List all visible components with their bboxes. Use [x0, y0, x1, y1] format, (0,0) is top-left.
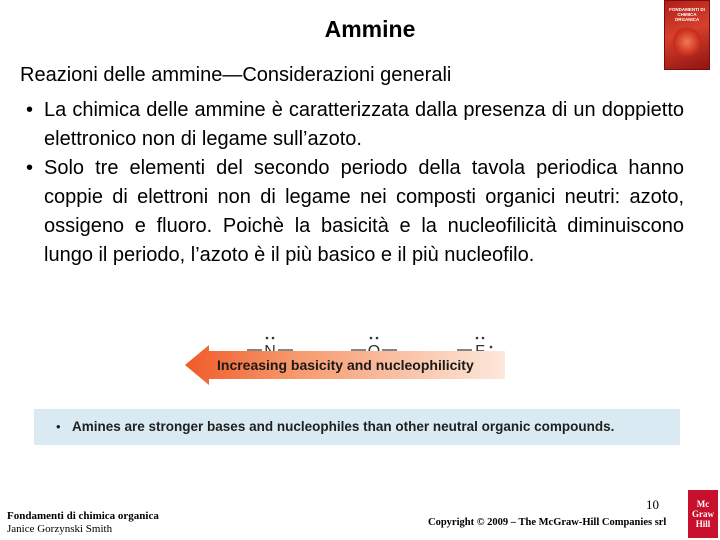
bullet-list — [22, 96, 684, 270]
footer-copyright: Copyright © 2009 – The McGraw-Hill Companies srl — [428, 517, 667, 528]
slide-subtitle: Reazioni delle ammine—Considerazioni generali — [20, 64, 452, 86]
bullet-text: Solo tre elementi del secondo periodo della tavola periodica hanno coppie di elettroni non di legame nei composti organici neutri: azoto, ossigeno e fluoro. Poichè la basicità e la nucleofilicità diminuiscono lungo il periodo, l’azoto è il più basico e il più nucleofilo. — [44, 157, 684, 266]
bullet-text: La chimica delle ammine è caratterizzata dalla presenza di un doppietto elettronico non di legame sull’azoto. — [44, 99, 684, 150]
logo-line: Mc — [696, 499, 710, 509]
bullet-dot: • — [26, 99, 34, 121]
footer-book-title: Fondamenti di chimica organica — [7, 510, 159, 522]
page-number: 10 — [646, 497, 659, 512]
bullet-item — [22, 154, 684, 270]
summary-bullet: • — [56, 419, 61, 434]
slide-title: Ammine — [324, 16, 416, 42]
logo-line: Hill — [695, 519, 711, 529]
summary-text: Amines are stronger bases and nucleophiles than other neutral organic compounds. — [72, 419, 615, 434]
book-cover-image — [664, 0, 710, 70]
publisher-logo — [688, 490, 718, 538]
summary-box — [34, 409, 680, 445]
logo-line: Graw — [692, 509, 714, 519]
bullet-item — [22, 96, 684, 154]
trend-arrow — [185, 345, 505, 385]
footer-author: Janice Gorzynski Smith — [7, 523, 113, 535]
trend-arrow-label: Increasing basicity and nucleophilicity — [217, 357, 474, 373]
cover-flower-graphic — [671, 27, 703, 57]
bullet-dot: • — [26, 157, 34, 179]
book-cover-lettering: FONDAMENTI DI CHIMICA ORGANICA — [669, 7, 705, 22]
